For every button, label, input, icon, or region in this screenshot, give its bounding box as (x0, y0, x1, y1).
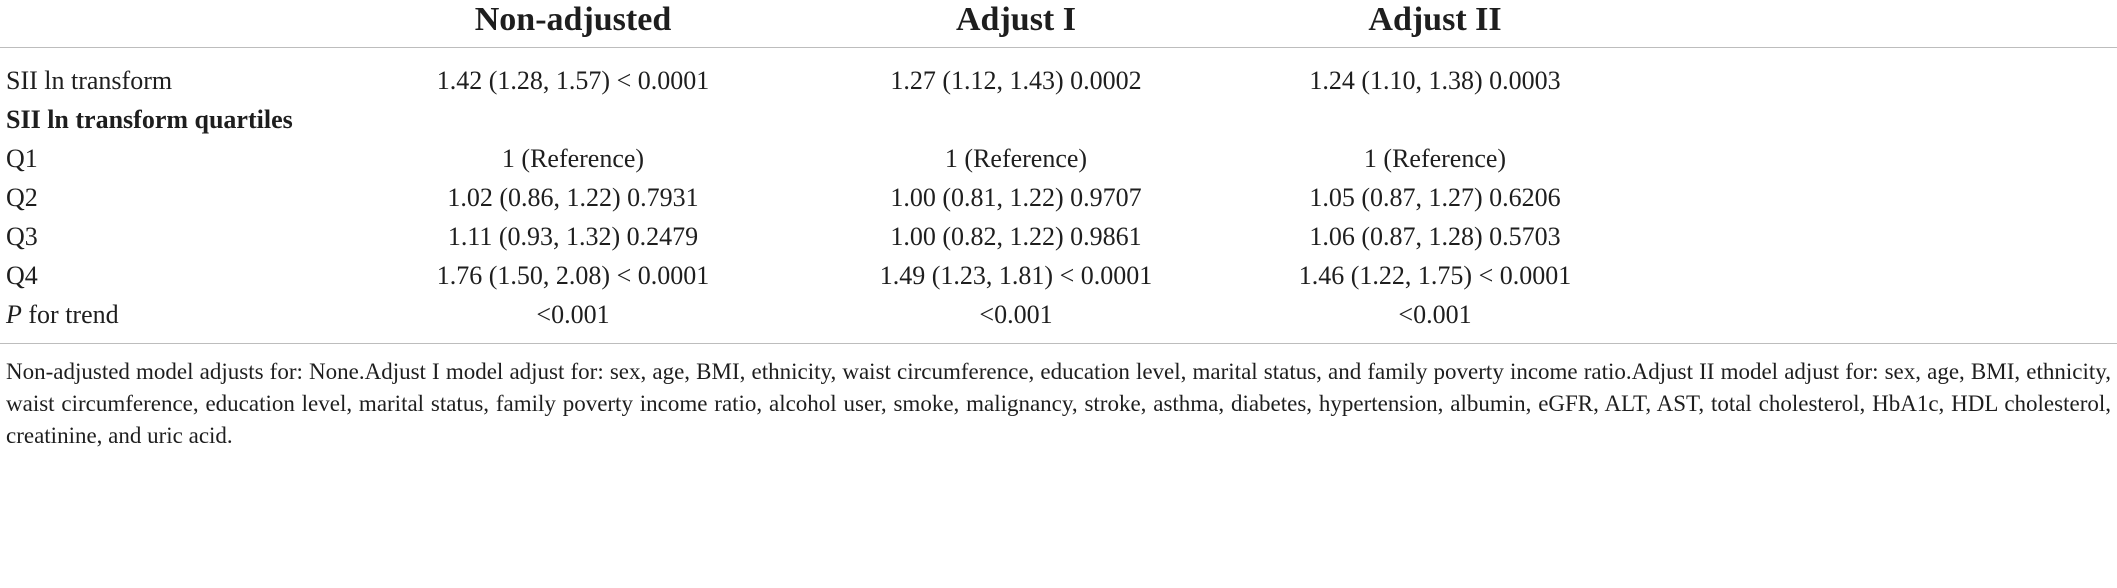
table-row-p-for-trend (0, 295, 2117, 335)
cell-adjust-i: 1 (Reference) (944, 144, 1088, 173)
cell-adjust-i: 1.49 (1.23, 1.81) < 0.0001 (879, 261, 1153, 290)
p-italic-label: P (6, 300, 22, 329)
table-row (0, 61, 2117, 101)
cell-adjust-i: 1.00 (0.81, 1.22) 0.9707 (890, 183, 1142, 212)
cell-adjust-ii: 1 (Reference) (1363, 144, 1507, 173)
table-row (0, 178, 2117, 218)
table-row (0, 217, 2117, 257)
section-label: SII ln transform quartiles (6, 105, 293, 134)
column-header-adjust-ii: Adjust II (1368, 1, 1502, 38)
trend-label-rest: for trend (21, 300, 119, 329)
cell-non-adjusted: <0.001 (536, 300, 610, 329)
cell-adjust-ii: 1.06 (0.87, 1.28) 0.5703 (1309, 222, 1561, 251)
cell-adjust-i: 1.27 (1.12, 1.43) 0.0002 (890, 66, 1142, 95)
cell-adjust-ii: <0.001 (1398, 300, 1472, 329)
cell-adjust-i: <0.001 (979, 300, 1053, 329)
cell-adjust-ii: 1.05 (0.87, 1.27) 0.6206 (1309, 183, 1561, 212)
cell-adjust-ii: 1.46 (1.22, 1.75) < 0.0001 (1298, 261, 1572, 290)
row-label: SII ln transform (6, 66, 173, 95)
table-row (0, 139, 2117, 179)
cell-adjust-i: 1.00 (0.82, 1.22) 0.9861 (890, 222, 1142, 251)
table-header-row (0, 0, 2117, 64)
cell-non-adjusted: 1.76 (1.50, 2.08) < 0.0001 (436, 261, 710, 290)
table-row (0, 256, 2117, 296)
cell-non-adjusted: 1.11 (0.93, 1.32) 0.2479 (447, 222, 699, 251)
cell-non-adjusted: 1.42 (1.28, 1.57) < 0.0001 (436, 66, 710, 95)
row-label: Q3 (6, 222, 38, 251)
column-header-adjust-i: Adjust I (956, 1, 1076, 38)
row-label: Q4 (6, 261, 38, 290)
table-bottom-divider (0, 343, 2117, 344)
table-row (0, 100, 2117, 140)
header-divider (0, 47, 2117, 48)
cell-non-adjusted: 1.02 (0.86, 1.22) 0.7931 (447, 183, 699, 212)
row-label (6, 295, 119, 335)
cell-non-adjusted: 1 (Reference) (501, 144, 645, 173)
row-label: Q1 (6, 144, 38, 173)
row-label: Q2 (6, 183, 38, 212)
cell-adjust-ii: 1.24 (1.10, 1.38) 0.0003 (1309, 66, 1561, 95)
column-header-non-adjusted: Non-adjusted (474, 1, 672, 38)
table-footnote: Non-adjusted model adjusts for: None.Adjust I model adjust for: sex, age, BMI, ethnicity, waist circumference, education level, marital status, and family poverty income ratio.Adjust II model adjust for: sex, age, BMI, ethnicity, waist circumference, education level, marital status, family poverty income ratio, alcohol user, smoke, malignancy, stroke, asthma, diabetes, hypertension, albumin, eGFR, ALT, AST, total cholesterol, HbA1c, HDL cholesterol, creatinine, and uric acid. (6, 359, 2111, 448)
